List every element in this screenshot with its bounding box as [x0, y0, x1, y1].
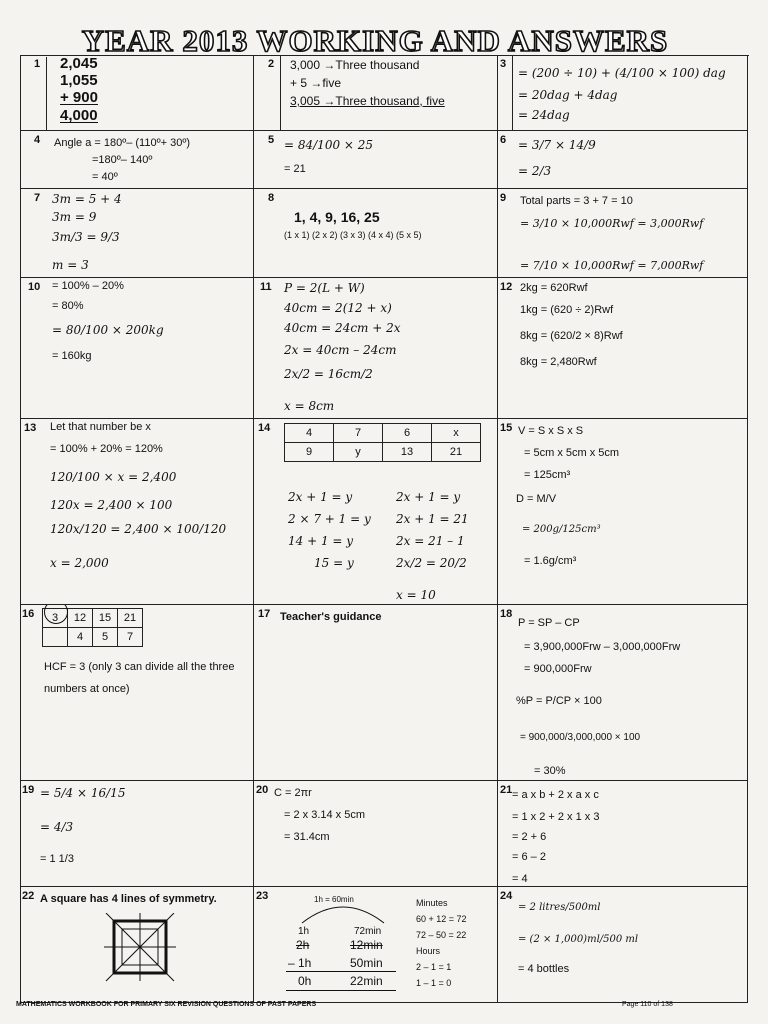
q10-line: = 100% – 20% [52, 280, 124, 292]
q7-line: 3m = 5 + 4 [52, 192, 122, 206]
q7-cell [20, 189, 254, 278]
table-cell: 9 [285, 443, 334, 462]
q13-line: = 100% + 20% = 120% [50, 443, 163, 455]
q7-number: 7 [34, 192, 41, 204]
q15-line: = 125cm³ [524, 469, 571, 481]
q18-cell [498, 605, 748, 781]
q7-line: 3m = 9 [52, 210, 97, 224]
q21-line: = a x b + 2 x a x c [512, 789, 599, 801]
q8-line: 1, 4, 9, 16, 25 [294, 209, 380, 225]
q10-cell [20, 278, 254, 419]
q12-line: 1kg = (620 ÷ 2)Rwf [520, 304, 614, 316]
q14-table [284, 423, 481, 462]
table-cell: 6 [383, 424, 432, 443]
q10-line: = 160kg [52, 350, 92, 362]
q16-line: HCF = 3 (only 3 can divide all the three [44, 661, 235, 673]
q23-row2: – 1h [288, 956, 312, 970]
q1-cell [20, 55, 254, 131]
q23-row1: 2h [296, 938, 310, 952]
q2-line: 3,005 →Three thousand, five [290, 94, 445, 108]
table-cell [43, 628, 68, 647]
q19-number: 19 [22, 784, 35, 796]
table-cell: 12 [68, 609, 93, 628]
q12-line: 2kg = 620Rwf [520, 282, 588, 294]
q6-number: 6 [500, 134, 507, 146]
q14-right-line: 2x = 21 – 1 [396, 534, 465, 548]
q10-number: 10 [28, 281, 41, 293]
q9-cell [498, 189, 748, 278]
q2-line: + 5 →five [290, 76, 342, 90]
q21-line: = 6 – 2 [512, 851, 546, 863]
q21-cell [498, 781, 748, 887]
q20-line: = 2 x 3.14 x 5cm [284, 809, 366, 821]
q21-line: = 2 + 6 [512, 831, 547, 843]
q4-line: =180º– 140º [92, 154, 153, 166]
q7-line: 3m/3 = 9/3 [52, 230, 120, 244]
q23-side: 72 – 50 = 22 [416, 930, 467, 940]
q12-number: 12 [500, 281, 513, 293]
q23-sum-line [286, 990, 396, 991]
q23-arc-label: 1h = 60min [314, 895, 354, 904]
q21-line: = 1 x 2 + 2 x 1 x 3 [512, 811, 600, 823]
page-title: YEAR 2013 WORKING AND ANSWERS [81, 23, 669, 58]
q9-number: 9 [500, 192, 507, 204]
q23-side: Minutes [416, 898, 448, 908]
q11-line: x = 8cm [284, 399, 335, 413]
q16-number: 16 [22, 608, 35, 620]
q18-line: = 900,000Frw [524, 663, 592, 675]
q13-line: 120x = 2,400 × 100 [50, 498, 173, 512]
q17-text: Teacher's guidance [280, 611, 382, 623]
q11-number: 11 [260, 281, 272, 293]
q1-line: 2,045 [60, 55, 98, 72]
table-cell: 21 [432, 443, 481, 462]
q13-line: Let that number be x [50, 421, 151, 433]
q2-cell [254, 55, 498, 131]
q20-line: C = 2πr [274, 787, 312, 799]
q18-line: %P = P/CP × 100 [516, 695, 602, 707]
q14-left-line: 14 + 1 = y [288, 534, 354, 548]
q3-number: 3 [500, 58, 507, 70]
q23-row2: 50min [350, 956, 383, 970]
q23-top: 1h [298, 926, 310, 937]
q15-line: = 5cm x 5cm x 5cm [524, 447, 620, 459]
q23-row3: 0h [298, 974, 312, 988]
q13-line: 120x/120 = 2,400 × 100/120 [50, 522, 227, 536]
q22-number: 22 [22, 890, 35, 902]
table-cell: 15 [93, 609, 118, 628]
q19-cell [20, 781, 254, 887]
q14-left-line: 2 × 7 + 1 = y [288, 512, 371, 526]
q23-number: 23 [256, 890, 269, 902]
table-cell: x [432, 424, 481, 443]
q17-cell [254, 605, 498, 781]
q5-cell [254, 131, 498, 189]
q4-line: = 40º [92, 171, 118, 183]
q8-line: (1 x 1) (2 x 2) (3 x 3) (4 x 4) (5 x 5) [284, 230, 422, 240]
q19-line: = 1 1/3 [40, 853, 74, 865]
q14-cell [254, 419, 498, 605]
q19-line: = 4/3 [40, 820, 74, 834]
q16-line: numbers at once) [44, 683, 130, 695]
q11-cell [254, 278, 498, 419]
footer-right: Page 110 of 138 [622, 1001, 673, 1008]
q23-side: Hours [416, 946, 441, 956]
q14-left-line: 2x + 1 = y [288, 490, 353, 504]
q23-top: 72min [354, 926, 382, 937]
q4-cell [20, 131, 254, 189]
q23-sum-line [286, 971, 396, 972]
table-cell: 21 [118, 609, 143, 628]
q2-number: 2 [268, 58, 275, 70]
q1-number: 1 [34, 58, 41, 70]
q9-line: = 7/10 × 10,000Rwf = 7,000Rwf [520, 259, 704, 272]
q24-number: 24 [500, 890, 513, 902]
q3-cell [498, 55, 748, 131]
q4-line: Angle a = 180º– (110º+ 30º) [54, 137, 191, 149]
q23-row3: 22min [350, 974, 383, 988]
q6-line: = 2/3 [518, 164, 552, 178]
q2-line: 3,000 →Three thousand [290, 58, 420, 72]
q15-line: = 1.6g/cm³ [524, 555, 577, 567]
q12-line: 8kg = (620/2 × 8)Rwf [520, 330, 623, 342]
q17-number: 17 [258, 608, 271, 620]
table-cell: 13 [383, 443, 432, 462]
q6-line: = 3/7 × 14/9 [518, 138, 596, 152]
q18-number: 18 [500, 608, 513, 620]
q15-line: = 200g/125cm³ [522, 524, 601, 535]
q12-line: 8kg = 2,480Rwf [520, 356, 597, 368]
table-cell: y [334, 443, 383, 462]
q1-line: + 900 [60, 89, 98, 106]
footer-left: MATHEMATICS WORKBOOK FOR PRIMARY SIX REVISION QUESTIONS OF PAST PAPERS [16, 1001, 317, 1008]
q18-line: = 30% [534, 765, 566, 777]
table-cell: 3 [43, 609, 68, 628]
q20-cell [254, 781, 498, 887]
q9-line: = 3/10 × 10,000Rwf = 3,000Rwf [520, 217, 704, 230]
q14-right-line: 2x + 1 = 21 [396, 512, 469, 526]
q3-line: = 20dag + 4dag [518, 88, 618, 102]
q6-cell [498, 131, 748, 189]
q24-line: = 4 bottles [518, 963, 570, 975]
q13-cell [20, 419, 254, 605]
q23-cell [254, 887, 498, 1003]
q11-line: 2x = 40cm – 24cm [284, 343, 397, 357]
q15-line: D = M/V [516, 493, 557, 505]
q15-cell [498, 419, 748, 605]
q22-text: A square has 4 lines of symmetry. [40, 893, 217, 905]
q24-cell [498, 887, 748, 1003]
q19-line: = 5/4 × 16/15 [40, 786, 126, 800]
q14-right-line: 2x/2 = 20/2 [396, 556, 467, 570]
table-cell: 4 [68, 628, 93, 647]
table-cell: 4 [285, 424, 334, 443]
q18-line: = 3,900,000Frw – 3,000,000Frw [524, 641, 681, 653]
q13-line: x = 2,000 [50, 556, 109, 570]
q23-row1: 12min [350, 938, 383, 952]
q14-right-line: x = 10 [396, 588, 436, 602]
q13-line: 120/100 × x = 2,400 [50, 470, 177, 484]
q5-line: = 84/100 × 25 [284, 138, 374, 152]
q15-line: V = S x S x S [518, 425, 584, 437]
q23-side: 60 + 12 = 72 [416, 914, 467, 924]
q3-line: = (200 ÷ 10) + (4/100 × 100) dag [518, 66, 726, 80]
q5-line: = 21 [284, 163, 306, 175]
q11-line: 40cm = 2(12 + x) [284, 301, 392, 315]
q24-line: = 2 litres/500ml [518, 902, 601, 913]
q3-line: = 24dag [518, 108, 570, 122]
q11-line: 40cm = 24cm + 2x [284, 321, 401, 335]
q14-number: 14 [258, 422, 271, 434]
q23-side: 1 – 1 = 0 [416, 978, 452, 988]
q24-line: = (2 × 1,000)ml/500 ml [518, 934, 639, 945]
q10-line: = 80/100 × 200kg [52, 323, 164, 337]
q15-number: 15 [500, 422, 513, 434]
table-cell: 5 [93, 628, 118, 647]
table-cell: 7 [334, 424, 383, 443]
q20-number: 20 [256, 784, 269, 796]
q20-line: = 31.4cm [284, 831, 330, 843]
q23-side: 2 – 1 = 1 [416, 962, 452, 972]
q8-cell [254, 189, 498, 278]
q16-cell [20, 605, 254, 781]
square-symmetry-diagram [100, 913, 180, 983]
q12-cell [498, 278, 748, 419]
q8-number: 8 [268, 192, 275, 204]
q14-left-line: 15 = y [314, 556, 354, 570]
q18-line: = 900,000/3,000,000 × 100 [520, 732, 641, 743]
q10-line: = 80% [52, 300, 84, 312]
q1-line: 4,000 [60, 107, 98, 124]
q14-right-line: 2x + 1 = y [396, 490, 461, 504]
q1-line: 1,055 [60, 72, 98, 89]
q21-number: 21 [500, 784, 513, 796]
q5-number: 5 [268, 134, 275, 146]
q4-number: 4 [34, 134, 41, 146]
q22-cell [20, 887, 254, 1003]
q7-line: m = 3 [52, 258, 89, 272]
q13-number: 13 [24, 422, 37, 434]
table-cell: 7 [118, 628, 143, 647]
q9-line: Total parts = 3 + 7 = 10 [520, 195, 633, 207]
q11-line: 2x/2 = 16cm/2 [284, 367, 373, 381]
q18-line: P = SP – CP [518, 617, 580, 629]
q11-line: P = 2(L + W) [284, 281, 365, 295]
q21-line: = 4 [512, 873, 528, 885]
